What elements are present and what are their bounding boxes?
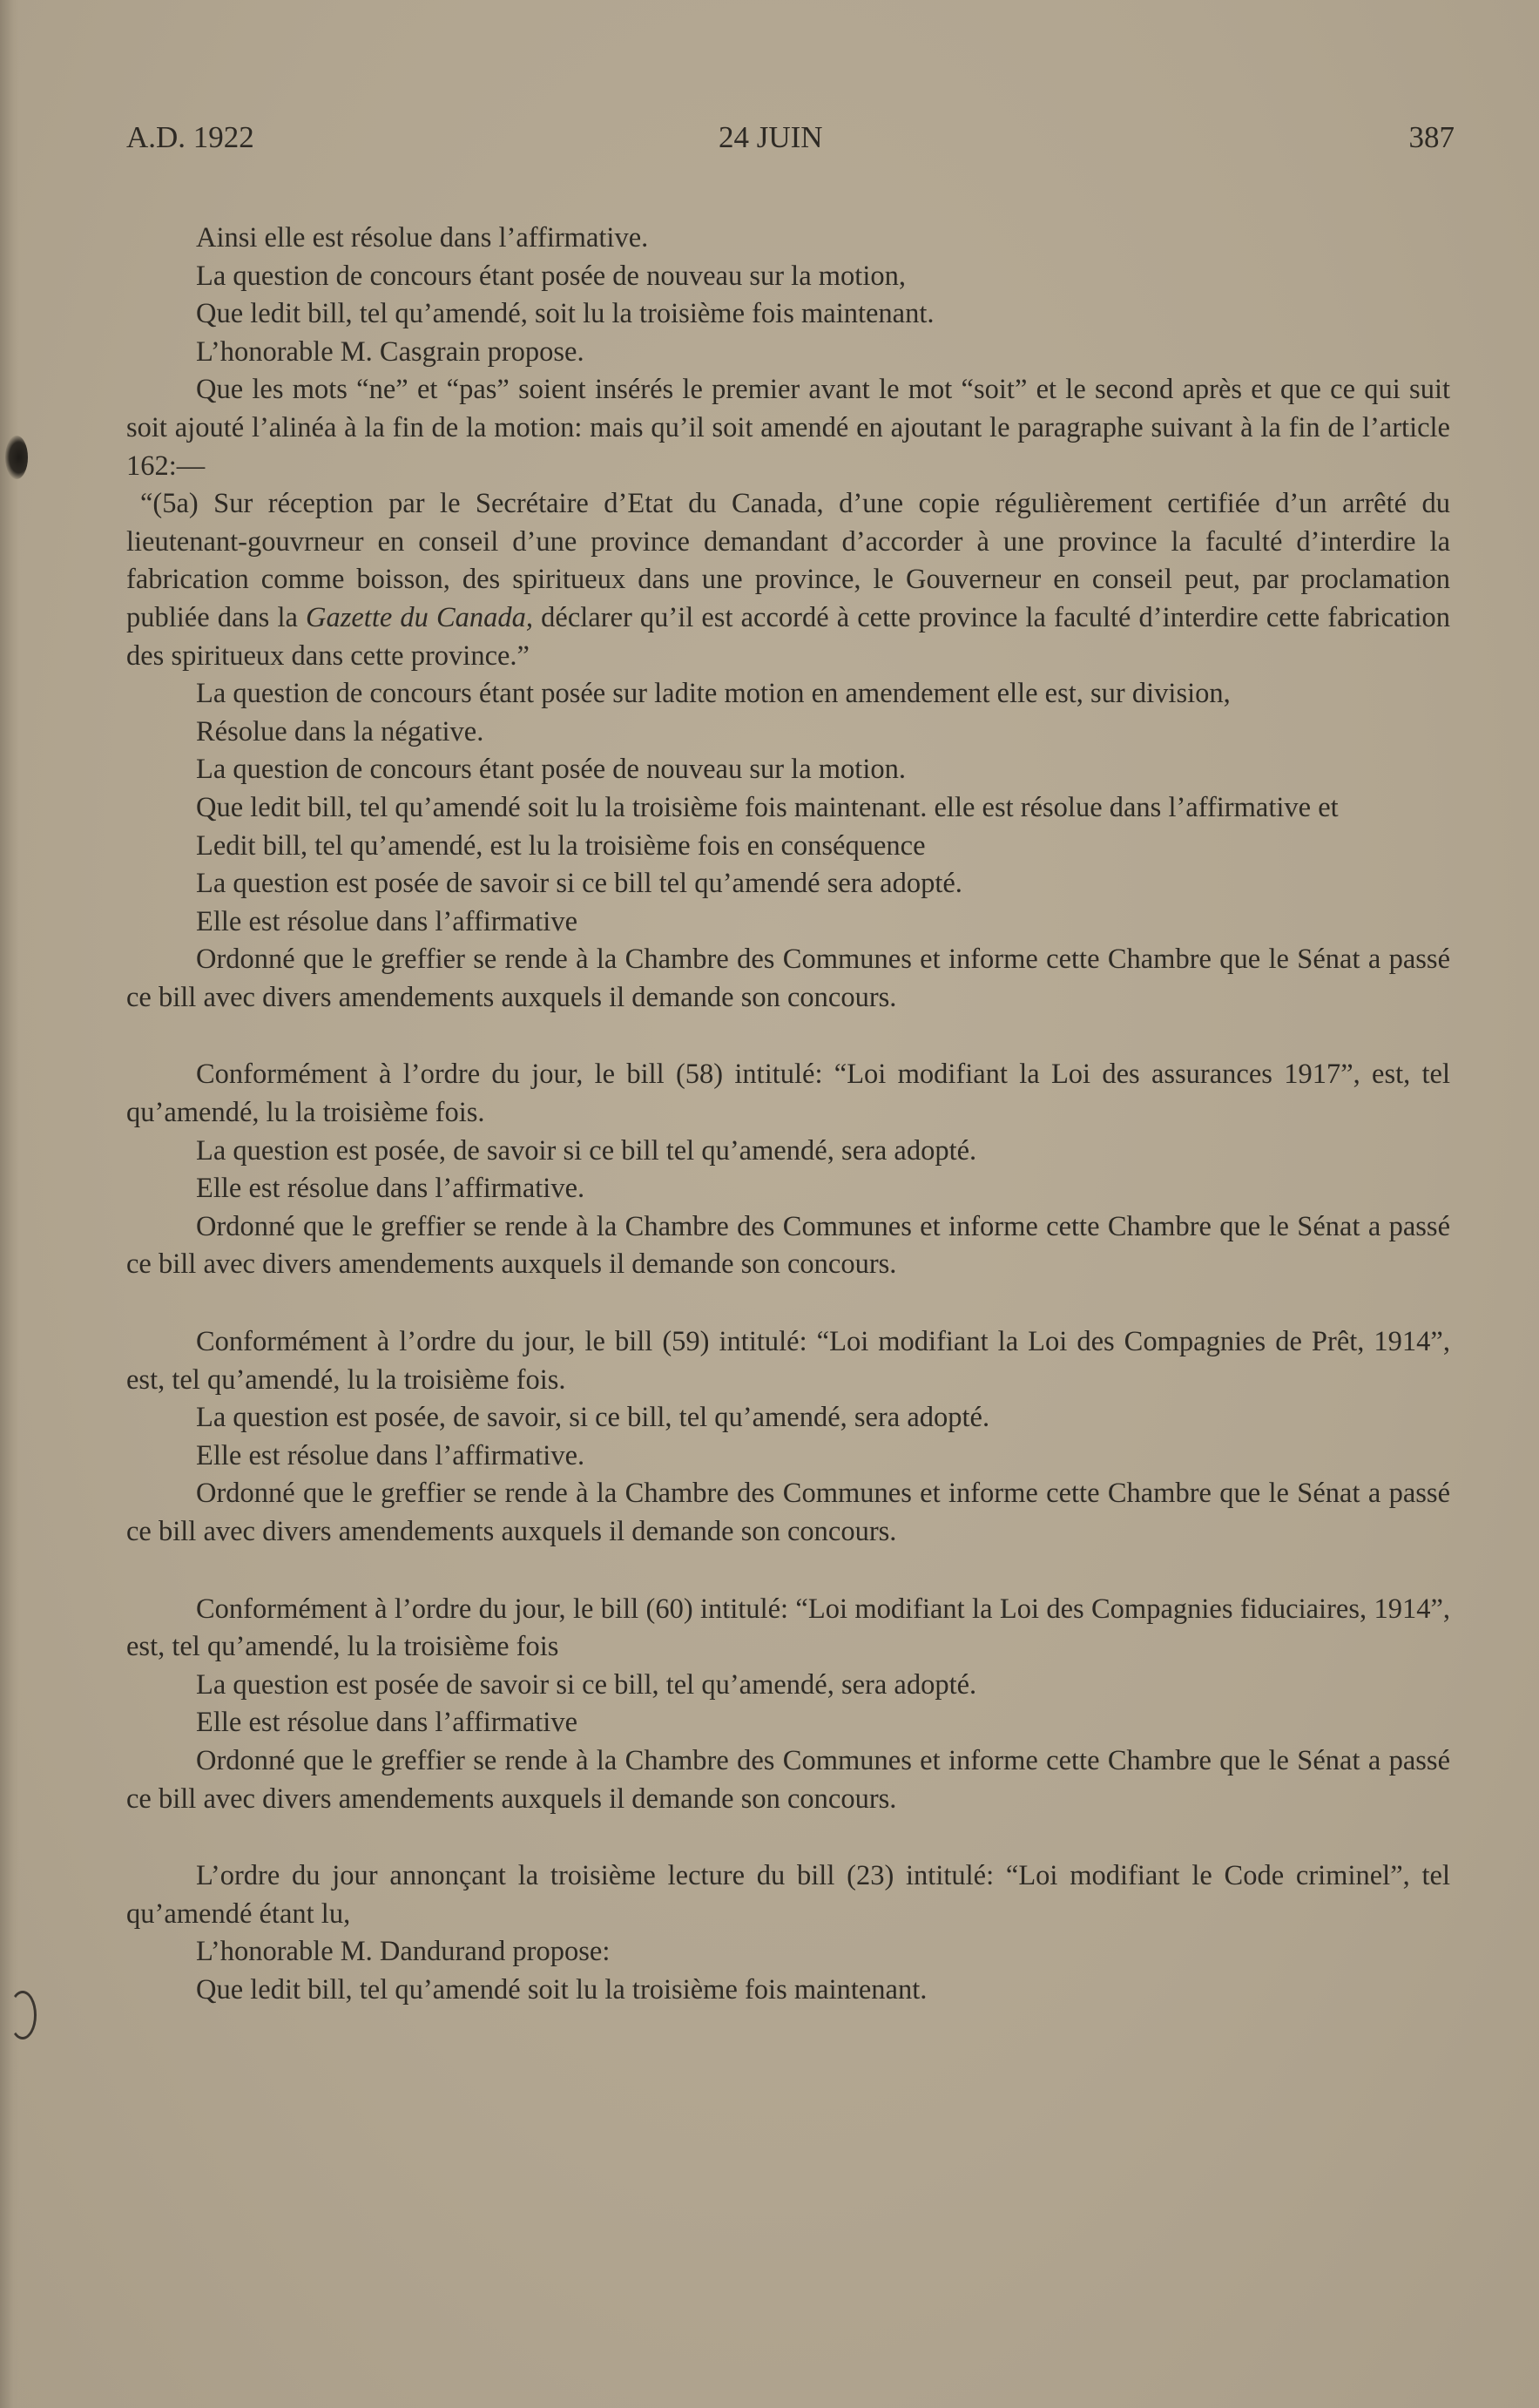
binding-hole (5, 436, 28, 479)
paragraph: Que ledit bill, tel qu’amendé soit lu la troisième fois maintenant. elle est résolue dans l’affirmative et (196, 791, 1339, 823)
running-header (126, 120, 1455, 164)
section-gap (126, 1017, 1450, 1056)
paragraph: Résolue dans la négative. (196, 715, 484, 747)
header-year: A.D. 1922 (126, 120, 254, 154)
paragraph: La question est posée de savoir si ce bill, tel qu’amendé, sera adopté. (196, 1668, 977, 1701)
paragraph: Conformément à l’ordre du jour, le bill (58) intitulé: “Loi modifiant la Loi des assurances 1917”, est, tel qu’amendé, lu la troisième fois. (126, 1059, 1450, 1129)
paragraph: Ordonné que le greffier se rende à la Chambre des Communes et informe cette Chambre que le Sénat a passé ce bill avec divers amendements auxquels il demande son concours. (126, 1210, 1450, 1281)
paragraph: Ainsi elle est résolue dans l’affirmative. (196, 222, 649, 254)
paragraph: La question de concours étant posée sur ladite motion en amendement elle est, sur division, (196, 678, 1231, 710)
paragraph: Elle est résolue dans l’affirmative (196, 1707, 577, 1739)
paragraph: Que les mots “ne” et “pas” soient insérés le premier avant le mot “soit” et le second après et que ce qui suit soit ajouté l’alinéa à la fin de la motion: mais qu’il soit amendé en ajoutant le paragraphe suivant à la fin de l’article 162:— (126, 374, 1450, 482)
paragraph: Ledit bill, tel qu’amendé, est lu la troisième fois en conséquence (196, 829, 926, 862)
header-date: 24 JUIN (719, 120, 823, 154)
paragraph: La question de concours étant posée de nouveau sur la motion, (196, 260, 906, 292)
paragraph: Conformément à l’ordre du jour, le bill (60) intitulé: “Loi modifiant la Loi des Compagnies fiduciaires, 1914”, est, tel qu’amendé, lu la troisième fois (126, 1593, 1450, 1663)
paragraph: Conformément à l’ordre du jour, le bill (59) intitulé: “Loi modifiant la Loi des Compagnies de Prêt, 1914”, est, tel qu’amendé, lu la troisième fois. (126, 1326, 1450, 1396)
page-body (126, 220, 1450, 2010)
section-gap (126, 1552, 1450, 1591)
section-gap (126, 1818, 1450, 1857)
paragraph: L’honorable M. Casgrain propose. (196, 335, 584, 368)
paragraph: Ordonné que le greffier se rende à la Chambre des Communes et informe cette Chambre que le Sénat a passé ce bill avec divers amendements auxquels il demande son concours. (126, 1478, 1450, 1547)
paragraph: Elle est résolue dans l’affirmative. (196, 1439, 585, 1471)
section-gap (126, 1284, 1450, 1323)
paragraph: La question est posée, de savoir, si ce bill, tel qu’amendé, sera adopté. (196, 1402, 990, 1434)
binding-hole (9, 1991, 37, 2039)
paragraph: Ordonné que le greffier se rende à la Chambre des Communes et informe cette Chambre que le Sénat a passé ce bill avec divers amendements auxquels il demande son concours. (126, 1744, 1450, 1815)
quoted-text: “(5a) Sur réception par le Secrétaire d’Etat du Canada, d’une copie régulièrement certifiée d’un arrêté du lieutenant-gouvrneur en conseil d’une province demandant d’accorder à une province la faculté d’interdire la fabrication comme boisson, des spiritueux dans une province, le Gouverneur en conseil peut, par proclamation publiée dans la (126, 488, 1450, 633)
paragraph: La question de concours étant posée de nouveau sur la motion. (196, 754, 906, 786)
paragraph: La question est posée de savoir si ce bill tel qu’amendé sera adopté. (196, 868, 962, 900)
paragraph: Elle est résolue dans l’affirmative. (196, 1173, 585, 1205)
publication-title: Gazette du Canada, (306, 601, 534, 633)
paragraph: Que ledit bill, tel qu’amendé, soit lu la troisième fois maintenant. (196, 298, 935, 330)
quoted-text: déclarer qu’il est accordé à cette province la faculté d’interdire cette fabrication des spiritueux dans cette province.” (126, 601, 1451, 672)
paragraph: Ordonné que le greffier se rende à la Chambre des Communes et informe cette Chambre que le Sénat a passé ce bill avec divers amendements auxquels il demande son concours. (126, 944, 1450, 1013)
quoted-paragraph (126, 485, 1450, 675)
paragraph: Elle est résolue dans l’affirmative (196, 905, 577, 937)
page-binding-edge (0, 0, 19, 2408)
paragraph: L’honorable M. Dandurand propose: (196, 1936, 611, 1968)
paragraph: Que ledit bill, tel qu’amendé soit lu la troisième fois maintenant. (196, 1973, 928, 2006)
paragraph: La question est posée, de savoir si ce bill tel qu’amendé, sera adopté. (196, 1134, 977, 1167)
page-number: 387 (1408, 120, 1455, 154)
paragraph: L’ordre du jour annonçant la troisième lecture du bill (23) intitulé: “Loi modifiant le Code criminel”, tel qu’amendé étant lu, (126, 1860, 1450, 1930)
